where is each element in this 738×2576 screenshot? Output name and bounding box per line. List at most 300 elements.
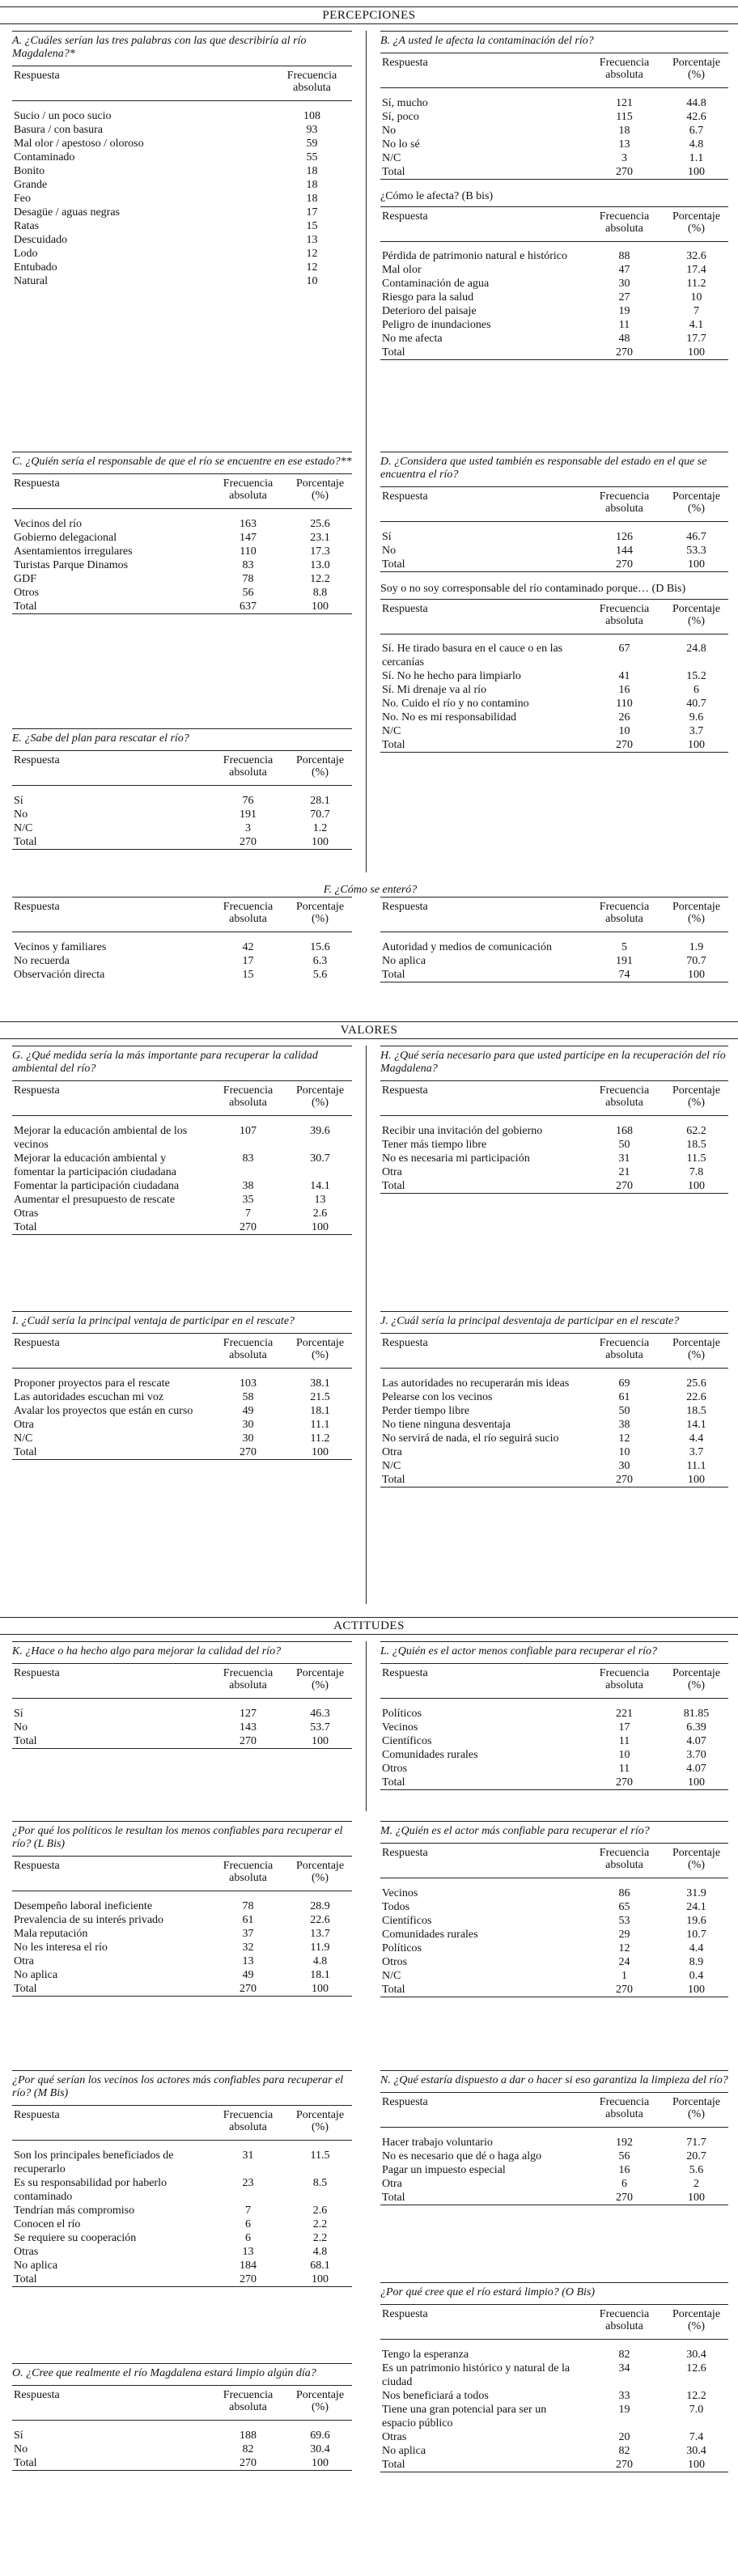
table-row	[12, 1927, 352, 1941]
header-respuesta: Respuesta	[380, 1844, 584, 1878]
spacer-row	[12, 1699, 352, 1707]
table-row	[12, 835, 352, 850]
cell-respuesta: Tengo la esperanza	[382, 2348, 469, 2361]
header-respuesta: Respuesta	[12, 1334, 208, 1369]
table-row	[380, 332, 728, 346]
cell-frecuencia: 42	[242, 940, 254, 953]
table-header-row	[12, 1334, 352, 1369]
cell-porcentaje: 100	[664, 738, 728, 753]
question-title: J. ¿Cuál sería la principal desventaja de participar en el rescate?	[380, 1311, 728, 1328]
cell-porcentaje: 11.5	[310, 2149, 330, 2162]
cell-frecuencia: 21	[618, 1165, 630, 1178]
header-porcentaje: Porcentaje (%)	[664, 1081, 728, 1116]
cell-frecuencia: 31	[242, 2149, 254, 2162]
table-row	[380, 1377, 728, 1390]
table-f-right	[380, 897, 728, 982]
cell-respuesta: Lodo	[14, 247, 38, 260]
cell-respuesta: Otra	[382, 2177, 402, 2190]
cell-respuesta: Total	[380, 2458, 584, 2472]
cell-respuesta: No aplica	[14, 2259, 58, 2272]
table-row	[380, 1445, 728, 1459]
cell-respuesta: No. No es mi responsabilidad	[382, 711, 517, 724]
cell-frecuencia: 270	[208, 1220, 288, 1235]
cell-frecuencia: 50	[618, 1138, 630, 1151]
table-row	[12, 2204, 352, 2217]
table-row	[12, 808, 352, 821]
table-row	[380, 1179, 728, 1194]
data-table	[380, 1843, 728, 1997]
cell-porcentaje: 100	[664, 558, 728, 572]
table-row	[380, 346, 728, 360]
cell-respuesta: Total	[12, 1220, 208, 1235]
table-row	[380, 669, 728, 683]
cell-respuesta: Otras	[14, 2245, 39, 2258]
cell-frecuencia: 270	[208, 1734, 288, 1749]
cell-porcentaje: 39.6	[310, 1124, 330, 1137]
cell-frecuencia: 127	[240, 1707, 257, 1720]
data-table	[12, 1663, 352, 1749]
cell-frecuencia: 10	[618, 1445, 630, 1458]
header-respuesta: Respuesta	[380, 487, 584, 522]
spacer-row	[380, 1699, 728, 1707]
cell-frecuencia: 49	[242, 1404, 254, 1417]
cell-frecuencia: 18	[306, 164, 318, 177]
cell-porcentaje: 11.2	[686, 278, 706, 290]
cell-frecuencia: 637	[208, 600, 288, 614]
cell-respuesta: Mejorar la educación ambiental y fomentar la participación ciudadana	[14, 1152, 176, 1178]
table-row	[380, 1152, 728, 1165]
data-table	[12, 1856, 352, 1997]
cell-respuesta: Total	[380, 346, 584, 360]
cell-frecuencia: 55	[306, 151, 318, 163]
cell-porcentaje: 8.5	[312, 2176, 328, 2189]
table-row	[380, 2191, 728, 2205]
cell-frecuencia: 30	[242, 1432, 254, 1445]
header-frecuencia: Frecuencia absoluta	[208, 1081, 288, 1116]
table-header-row	[12, 898, 352, 932]
table-row	[12, 274, 352, 288]
header-frecuencia: Frecuencia absoluta	[208, 1664, 288, 1699]
cell-porcentaje: 28.9	[310, 1899, 330, 1912]
cell-frecuencia: 37	[242, 1927, 254, 1940]
spacer-row	[12, 1369, 352, 1377]
cell-frecuencia: 38	[242, 1179, 254, 1192]
header-frecuencia: Frecuencia absoluta	[272, 66, 352, 101]
table-row	[12, 192, 352, 206]
subquestion-title: Soy o no soy corresponsable del río contaminado porque… (D Bis)	[380, 582, 686, 595]
data-table	[380, 53, 728, 180]
table-f	[12, 881, 728, 982]
table-o-bis	[380, 2282, 728, 2472]
data-table	[380, 897, 728, 982]
table-row	[380, 683, 728, 697]
cell-respuesta: Sucio / un poco sucio	[14, 109, 112, 122]
table-row	[380, 2348, 728, 2362]
question-title: ¿Por qué cree que el río estará limpio? (O Bis)	[380, 2282, 728, 2299]
table-row	[12, 206, 352, 219]
cell-frecuencia: 1	[621, 1969, 627, 1982]
header-respuesta: Respuesta	[380, 206, 584, 241]
cell-frecuencia: 270	[584, 1473, 664, 1487]
cell-respuesta: Mejorar la educación ambiental de los vecinos	[14, 1124, 188, 1151]
table-row	[380, 2149, 728, 2163]
cell-porcentaje: 13	[314, 1193, 326, 1206]
table-row	[12, 1913, 352, 1927]
cell-respuesta: Conocen el río	[14, 2217, 81, 2230]
cell-respuesta: Desagüe / aguas negras	[14, 206, 121, 219]
header-frecuencia: Frecuencia absoluta	[584, 53, 664, 88]
cell-porcentaje: 42.6	[686, 110, 706, 123]
cell-respuesta: Otros	[382, 1955, 408, 1968]
cell-respuesta: N/C	[14, 1432, 33, 1445]
cell-frecuencia: 107	[240, 1124, 257, 1137]
table-row	[380, 165, 728, 180]
table-header-row	[380, 2093, 728, 2128]
cell-respuesta: Sí. No he hecho para limpiarlo	[382, 670, 521, 682]
cell-frecuencia: 83	[242, 558, 254, 571]
cell-frecuencia: 30	[618, 1459, 630, 1472]
cell-respuesta: Fomentar la participación ciudadana	[14, 1179, 180, 1192]
table-header-row	[380, 1081, 728, 1116]
table-f-left	[12, 897, 352, 982]
header-frecuencia: Frecuencia absoluta	[584, 2305, 664, 2340]
table-k	[12, 1641, 352, 1749]
table-row	[12, 233, 352, 247]
cell-frecuencia: 12	[618, 1432, 630, 1445]
header-respuesta: Respuesta	[12, 2386, 208, 2421]
data-table	[380, 206, 728, 361]
table-header-row	[380, 1844, 728, 1878]
header-frecuencia: Frecuencia absoluta	[584, 1081, 664, 1116]
cell-respuesta: Mal olor	[382, 264, 422, 276]
cell-porcentaje: 18.5	[686, 1138, 706, 1151]
cell-porcentaje: 100	[288, 1982, 352, 1997]
cell-respuesta: Sí	[14, 2429, 23, 2442]
table-row	[12, 2259, 352, 2273]
cell-respuesta: Total	[380, 165, 584, 180]
cell-porcentaje: 7.0	[689, 2403, 704, 2416]
spacer-row	[380, 932, 728, 940]
cell-porcentaje: 7	[693, 305, 699, 317]
cell-frecuencia: 168	[616, 1124, 633, 1137]
table-row	[12, 2442, 352, 2456]
table-row	[380, 1734, 728, 1748]
cell-respuesta: Hacer trabajo voluntario	[382, 2136, 493, 2149]
table-row	[12, 1207, 352, 1220]
table-row	[380, 738, 728, 753]
cell-respuesta: Sí	[382, 530, 392, 543]
cell-frecuencia: 184	[240, 2259, 257, 2272]
cell-frecuencia: 270	[208, 835, 288, 850]
data-table	[12, 750, 352, 850]
cell-respuesta: N/C	[382, 1459, 401, 1472]
cell-porcentaje: 3.7	[689, 725, 704, 737]
header-porcentaje: Porcentaje (%)	[288, 1334, 352, 1369]
table-row	[12, 572, 352, 586]
table-row	[380, 263, 728, 277]
cell-frecuencia: 49	[242, 1968, 254, 1981]
cell-respuesta: Sí	[14, 794, 23, 807]
cell-frecuencia: 13	[242, 1954, 254, 1967]
cell-frecuencia: 3	[245, 821, 251, 834]
table-header-row	[12, 1857, 352, 1891]
cell-respuesta: Otra	[14, 1418, 34, 1431]
cell-respuesta: Mal olor / apestoso / oloroso	[14, 137, 144, 150]
question-title: N. ¿Qué estaría dispuesto a dar o hacer si eso garantiza la limpieza del río?	[380, 2070, 728, 2087]
cell-porcentaje: 100	[288, 1734, 352, 1749]
table-row	[380, 138, 728, 151]
cell-frecuencia: 270	[584, 1179, 664, 1194]
cell-frecuencia: 76	[242, 794, 254, 807]
cell-frecuencia: 10	[306, 274, 318, 287]
table-header-row	[12, 751, 352, 786]
cell-respuesta: Autoridad y medios de comunicación	[382, 940, 552, 953]
cell-porcentaje: 11.1	[686, 1459, 706, 1472]
cell-porcentaje: 100	[664, 968, 728, 982]
cell-respuesta: Bonito	[14, 164, 45, 177]
spacer-row	[380, 1116, 728, 1124]
spacer-row	[12, 1116, 352, 1124]
table-row	[380, 642, 728, 669]
cell-frecuencia: 20	[618, 2430, 630, 2443]
cell-respuesta: No servirá de nada, el río seguirá sucio	[382, 1432, 559, 1445]
spacer-row	[380, 88, 728, 96]
table-header-row	[12, 2386, 352, 2421]
table-row	[12, 261, 352, 274]
data-table	[12, 66, 352, 288]
cell-frecuencia: 61	[242, 1913, 254, 1926]
cell-porcentaje: 70.7	[310, 808, 330, 821]
cell-frecuencia: 13	[306, 233, 318, 246]
section-title: PERCEPCIONES	[322, 8, 416, 22]
table-row	[380, 1762, 728, 1776]
cell-porcentaje: 0.4	[689, 1969, 704, 1982]
cell-porcentaje: 19.6	[686, 1914, 706, 1927]
table-row	[12, 531, 352, 545]
cell-respuesta: Nos beneficiará a todos	[382, 2389, 489, 2402]
header-respuesta: Respuesta	[12, 2106, 208, 2141]
header-frecuencia: Frecuencia absoluta	[584, 898, 664, 932]
cell-respuesta: No es necesaria mi participación	[382, 1152, 530, 1165]
table-o	[12, 2363, 352, 2471]
table-header-row	[380, 1664, 728, 1699]
cell-respuesta: Contaminado	[14, 151, 75, 163]
cell-porcentaje: 4.8	[312, 2245, 328, 2258]
cell-porcentaje: 7.8	[689, 1165, 704, 1178]
header-respuesta: Respuesta	[380, 898, 584, 932]
cell-respuesta: No tiene ninguna desventaja	[382, 1418, 511, 1431]
question-title: B. ¿A usted le afecta la contaminación del río?	[380, 31, 728, 48]
table-row	[12, 109, 352, 123]
cell-frecuencia: 78	[242, 1899, 254, 1912]
cell-porcentaje: 2.2	[312, 2231, 328, 2244]
cell-porcentaje: 68.1	[310, 2259, 330, 2272]
table-row	[380, 2136, 728, 2149]
header-porcentaje: Porcentaje (%)	[288, 2106, 352, 2141]
header-porcentaje: Porcentaje (%)	[288, 2386, 352, 2421]
cell-respuesta: Otros	[382, 1762, 408, 1775]
question-title: H. ¿Qué sería necesario para que usted participe en la recuperación del río Magdalena?	[380, 1046, 728, 1076]
cell-porcentaje: 13.7	[310, 1927, 330, 1940]
table-row	[12, 1193, 352, 1207]
cell-porcentaje: 30.4	[686, 2444, 706, 2457]
data-table	[380, 1663, 728, 1790]
cell-frecuencia: 78	[242, 572, 254, 585]
header-frecuencia: Frecuencia absoluta	[584, 1844, 664, 1878]
header-respuesta: Respuesta	[12, 751, 208, 786]
header-frecuencia: Frecuencia absoluta	[584, 599, 664, 634]
table-m-bis	[12, 2070, 352, 2287]
cell-frecuencia: 163	[240, 517, 257, 530]
cell-respuesta: Sí, poco	[382, 110, 419, 123]
cell-frecuencia: 103	[240, 1377, 257, 1390]
cell-respuesta: Políticos	[382, 1707, 422, 1720]
table-e	[12, 728, 352, 850]
data-table	[380, 599, 728, 753]
table-row	[380, 1432, 728, 1445]
cell-respuesta: Total	[12, 1982, 208, 1997]
table-row	[380, 1983, 728, 1997]
table-h	[380, 1046, 728, 1194]
table-header-row	[380, 2305, 728, 2340]
cell-porcentaje: 17.3	[310, 545, 330, 558]
table-row	[12, 2149, 352, 2176]
cell-porcentaje: 3.7	[689, 1445, 704, 1458]
cell-porcentaje: 70.7	[686, 954, 706, 967]
table-row	[12, 940, 352, 954]
cell-porcentaje: 9.6	[689, 711, 704, 724]
header-respuesta: Respuesta	[12, 898, 208, 932]
table-l	[380, 1641, 728, 1790]
header-frecuencia: Frecuencia absoluta	[208, 1857, 288, 1891]
cell-porcentaje: 100	[664, 1776, 728, 1790]
spacer-row	[12, 786, 352, 794]
table-row	[12, 586, 352, 600]
table-row	[12, 247, 352, 261]
table-row	[12, 545, 352, 558]
cell-porcentaje: 11.5	[686, 1152, 706, 1165]
cell-frecuencia: 6	[245, 2231, 251, 2244]
header-frecuencia: Frecuencia absoluta	[208, 751, 288, 786]
cell-porcentaje: 25.6	[310, 517, 330, 530]
cell-porcentaje: 10	[690, 291, 702, 303]
subquestion-title: ¿Cómo le afecta? (B bis)	[380, 189, 494, 202]
data-table	[12, 1080, 352, 1235]
cell-porcentaje: 18.1	[310, 1968, 330, 1981]
cell-respuesta: No	[382, 544, 397, 557]
table-header-row	[12, 474, 352, 509]
table-header-row	[380, 898, 728, 932]
cell-frecuencia: 53	[618, 1914, 630, 1927]
table-header-row	[380, 599, 728, 634]
data-table	[380, 1333, 728, 1487]
table-header-row	[380, 206, 728, 241]
table-header-row	[380, 53, 728, 88]
table-header-row	[12, 1081, 352, 1116]
cell-frecuencia: 56	[242, 586, 254, 599]
cell-frecuencia: 65	[618, 1900, 630, 1913]
cell-frecuencia: 144	[616, 544, 633, 557]
cell-porcentaje: 7.4	[689, 2430, 704, 2443]
question-title: E. ¿Sabe del plan para rescatar el río?	[12, 728, 352, 745]
header-porcentaje: Porcentaje (%)	[288, 751, 352, 786]
table-row	[380, 1914, 728, 1928]
table-row	[12, 558, 352, 572]
cell-frecuencia: 88	[618, 250, 630, 262]
cell-porcentaje: 3.70	[686, 1748, 706, 1761]
table-row	[12, 1721, 352, 1734]
table-row	[380, 1124, 728, 1138]
question-title: A. ¿Cuáles serían las tres palabras con las que describiría al río Magdalena?*	[12, 31, 352, 61]
table-row	[380, 1473, 728, 1487]
cell-frecuencia: 26	[618, 711, 630, 724]
table-n	[380, 2070, 728, 2205]
table-m	[380, 1821, 728, 1997]
spacer-row	[380, 241, 728, 249]
cell-respuesta: Son los principales beneficiados de recuperarlo	[14, 2149, 174, 2175]
cell-porcentaje: 12.2	[310, 572, 330, 585]
table-row	[380, 1459, 728, 1473]
cell-porcentaje: 30.7	[310, 1152, 330, 1165]
cell-porcentaje: 4.8	[312, 1954, 328, 1967]
table-row	[12, 968, 352, 982]
header-respuesta: Respuesta	[380, 2305, 584, 2340]
cell-respuesta: No	[14, 808, 28, 821]
header-respuesta: Respuesta	[380, 1664, 584, 1699]
cell-frecuencia: 24	[618, 1955, 630, 1968]
cell-frecuencia: 19	[618, 2403, 630, 2416]
table-c	[12, 452, 352, 614]
question-title: O. ¿Cree que realmente el río Magdalena estará limpio algún día?	[12, 2363, 352, 2380]
table-row	[12, 2176, 352, 2204]
cell-frecuencia: 38	[618, 1418, 630, 1431]
cell-respuesta: Entubado	[14, 261, 57, 274]
cell-respuesta: No aplica	[382, 2444, 426, 2457]
cell-respuesta: No. Cuido el río y no contamino	[382, 698, 529, 710]
cell-porcentaje: 2	[693, 2177, 699, 2190]
cell-respuesta: Total	[12, 2273, 208, 2287]
spacer-row	[12, 2421, 352, 2429]
table-row	[12, 2245, 352, 2259]
section-banner-valores	[0, 1021, 738, 1039]
cell-porcentaje: 6	[693, 684, 699, 696]
cell-porcentaje: 22.6	[310, 1913, 330, 1926]
cell-frecuencia: 11	[618, 1734, 630, 1747]
cell-porcentaje: 4.4	[689, 1432, 704, 1445]
cell-porcentaje: 4.07	[686, 1762, 706, 1775]
cell-frecuencia: 35	[242, 1193, 254, 1206]
cell-porcentaje: 46.3	[310, 1707, 330, 1720]
table-row	[12, 137, 352, 151]
cell-frecuencia: 12	[306, 261, 318, 274]
spacer-row	[380, 1878, 728, 1886]
cell-frecuencia: 7	[245, 2204, 251, 2217]
table-row	[12, 1404, 352, 1418]
cell-porcentaje: 17.4	[686, 264, 706, 276]
table-row	[380, 558, 728, 572]
cell-porcentaje: 23.1	[310, 531, 330, 544]
table-header-row	[12, 66, 352, 101]
cell-respuesta: Aumentar el presupuesto de rescate	[14, 1193, 176, 1206]
cell-respuesta: Otras	[382, 2430, 407, 2443]
cell-respuesta: Total	[12, 2456, 208, 2471]
table-row	[12, 1982, 352, 1997]
table-row	[12, 1124, 352, 1152]
cell-respuesta: Grande	[14, 178, 48, 191]
table-row	[12, 1377, 352, 1390]
cell-frecuencia: 86	[618, 1886, 630, 1899]
cell-porcentaje: 11.9	[310, 1941, 330, 1954]
